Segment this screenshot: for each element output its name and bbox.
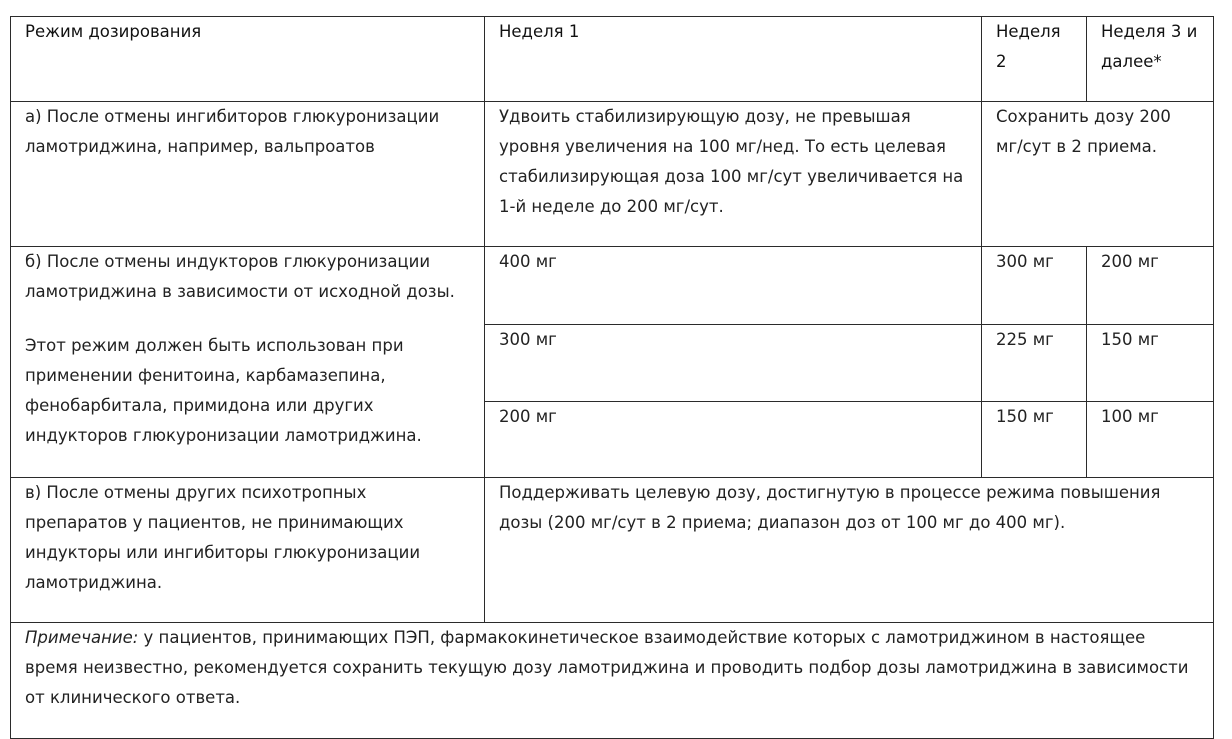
note-label: Примечание: [25, 628, 139, 647]
table-row [11, 247, 1214, 325]
header-week-2: Неделя 2 [982, 17, 1087, 102]
table-row [11, 623, 1214, 739]
regimen-b [11, 247, 485, 478]
dose-week-2: 225 мг [982, 325, 1087, 402]
regimen-b-note: Этот режим должен быть использован при применении фенитоина, карбамазепина, фенобарбитала, примидона или других индукторов глюкуронизации ламотриджина. [25, 336, 422, 445]
dose-week-1: 300 мг [485, 325, 982, 402]
regimen-b-text: б) После отмены индукторов глюкуронизации ламотриджина в зависимости от исходной дозы. [25, 252, 455, 301]
dosing-table [10, 16, 1214, 739]
dose-week-3: 200 мг [1087, 247, 1214, 325]
header-row [11, 17, 1214, 102]
dose-week-3: 100 мг [1087, 402, 1214, 478]
dose-week-1: 200 мг [485, 402, 982, 478]
regimen-a-week-1: Удвоить стабилизирующую дозу, не превышая уровня увеличения на 100 мг/нед. То есть целевая стабилизирующая доза 100 мг/сут увеличивается на 1-й неделе до 200 мг/сут. [485, 102, 982, 247]
dose-week-2: 300 мг [982, 247, 1087, 325]
note-text: у пациентов, принимающих ПЭП, фармакокинетическое взаимодействие которых с ламотриджином в настоящее время неизвестно, рекомендуется сохранить текущую дозу ламотриджина и проводить подбор дозы ламотриджина в зависимости от клинического ответа. [25, 628, 1189, 707]
header-week-3: Неделя 3 и далее* [1087, 17, 1214, 102]
table-note [11, 623, 1214, 739]
dose-week-1: 400 мг [485, 247, 982, 325]
dose-week-2: 150 мг [982, 402, 1087, 478]
regimen-a: а) После отмены ингибиторов глюкуронизации ламотриджина, например, вальпроатов [11, 102, 485, 247]
table-row [11, 102, 1214, 247]
regimen-a-week-2-3: Сохранить дозу 200 мг/сут в 2 приема. [982, 102, 1214, 247]
regimen-c-weeks: Поддерживать целевую дозу, достигнутую в процессе режима повышения дозы (200 мг/сут в 2 приема; диапазон доз от 100 мг до 400 мг). [485, 478, 1214, 623]
regimen-c: в) После отмены других психотропных препаратов у пациентов, не принимающих индукторы или ингибиторы глюкуронизации ламотриджина. [11, 478, 485, 623]
header-regimen: Режим дозирования [11, 17, 485, 102]
table-row [11, 478, 1214, 623]
header-week-1: Неделя 1 [485, 17, 982, 102]
dose-week-3: 150 мг [1087, 325, 1214, 402]
